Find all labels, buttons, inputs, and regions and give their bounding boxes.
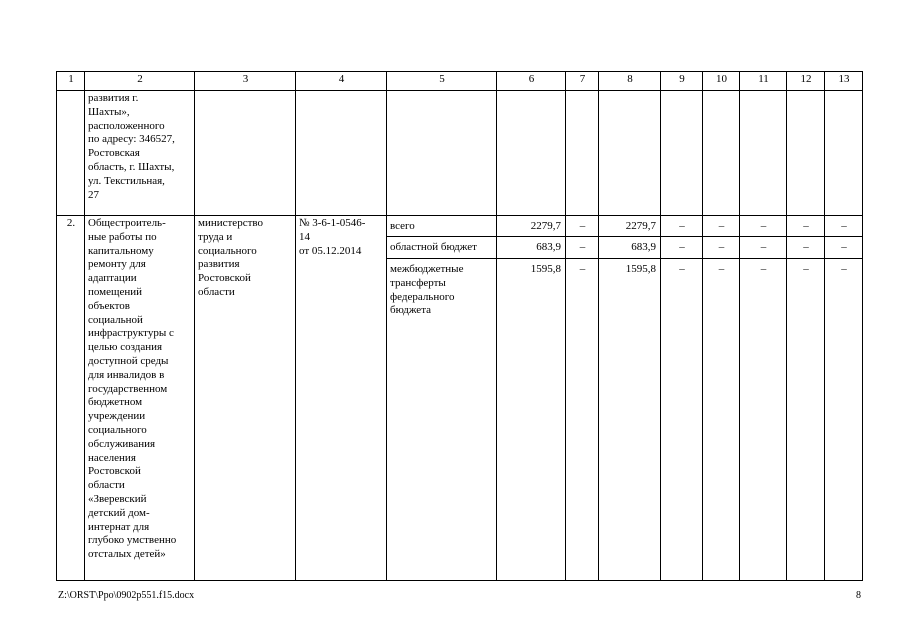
value-cell: 1595,8 bbox=[599, 259, 661, 581]
value-cell: – bbox=[566, 237, 599, 259]
value-cell: – bbox=[703, 237, 740, 259]
value-cell: – bbox=[566, 259, 599, 581]
value-cell: – bbox=[825, 216, 863, 237]
header-cell-1: 1 bbox=[57, 72, 85, 91]
responsible-ministry: министерство труда и социального развития Ростовской области bbox=[195, 216, 296, 581]
empty-cell bbox=[296, 91, 387, 216]
header-cell-9: 9 bbox=[661, 72, 703, 91]
work-description: Общестроитель- ные работы по капитальному ремонту для адаптации помещений объектов социальной инфраструктуры с целью создания доступной среды для инвалидов в государственном бюджетном учреждении социального обслуживания населения Ростовской области «Зверевский детский дом- интернат для глубоко умственно отсталых детей» bbox=[85, 216, 195, 581]
empty-cell bbox=[740, 91, 787, 216]
header-cell-13: 13 bbox=[825, 72, 863, 91]
header-cell-6: 6 bbox=[497, 72, 566, 91]
value-cell: – bbox=[787, 259, 825, 581]
table-row bbox=[57, 216, 863, 237]
header-cell-5: 5 bbox=[387, 72, 497, 91]
header-cell-11: 11 bbox=[740, 72, 787, 91]
header-cell-3: 3 bbox=[195, 72, 296, 91]
value-cell: 1595,8 bbox=[497, 259, 566, 581]
funding-source: всего bbox=[387, 216, 497, 237]
page-number: 8 bbox=[856, 590, 861, 601]
empty-cell bbox=[787, 91, 825, 216]
file-path: Z:\ORST\Ppo\0902p551.f15.docx bbox=[58, 590, 195, 601]
value-cell: – bbox=[566, 216, 599, 237]
header-cell-2: 2 bbox=[85, 72, 195, 91]
continuation-row bbox=[57, 91, 863, 216]
empty-cell bbox=[57, 91, 85, 216]
header-cell-8: 8 bbox=[599, 72, 661, 91]
empty-cell bbox=[195, 91, 296, 216]
funding-source: областной бюджет bbox=[387, 237, 497, 259]
header-cell-12: 12 bbox=[787, 72, 825, 91]
header-cell-7: 7 bbox=[566, 72, 599, 91]
empty-cell bbox=[703, 91, 740, 216]
value-cell: – bbox=[787, 237, 825, 259]
document-reference: № 3-6-1-0546- 14 от 05.12.2014 bbox=[296, 216, 387, 581]
value-cell: – bbox=[787, 216, 825, 237]
value-cell: 2279,7 bbox=[497, 216, 566, 237]
header-cell-10: 10 bbox=[703, 72, 740, 91]
object-description-continued: развития г. Шахты», расположенного по адресу: 346527, Ростовская область, г. Шахты, ул. Текстильная, 27 bbox=[85, 91, 195, 216]
empty-cell bbox=[497, 91, 566, 216]
value-cell: 683,9 bbox=[599, 237, 661, 259]
empty-cell bbox=[661, 91, 703, 216]
funding-source: межбюджетные трансферты федерального бюджета bbox=[387, 259, 497, 581]
value-cell: 683,9 bbox=[497, 237, 566, 259]
header-cell-4: 4 bbox=[296, 72, 387, 91]
value-cell: – bbox=[740, 259, 787, 581]
empty-cell bbox=[599, 91, 661, 216]
row-number: 2. bbox=[57, 216, 85, 581]
empty-cell bbox=[387, 91, 497, 216]
value-cell: – bbox=[825, 259, 863, 581]
value-cell: – bbox=[661, 259, 703, 581]
header-row bbox=[57, 72, 863, 91]
value-cell: – bbox=[661, 237, 703, 259]
value-cell: – bbox=[740, 237, 787, 259]
value-cell: – bbox=[661, 216, 703, 237]
empty-cell bbox=[566, 91, 599, 216]
value-cell: – bbox=[703, 216, 740, 237]
value-cell: – bbox=[703, 259, 740, 581]
value-cell: 2279,7 bbox=[599, 216, 661, 237]
budget-table bbox=[56, 71, 863, 581]
value-cell: – bbox=[740, 216, 787, 237]
value-cell: – bbox=[825, 237, 863, 259]
empty-cell bbox=[825, 91, 863, 216]
